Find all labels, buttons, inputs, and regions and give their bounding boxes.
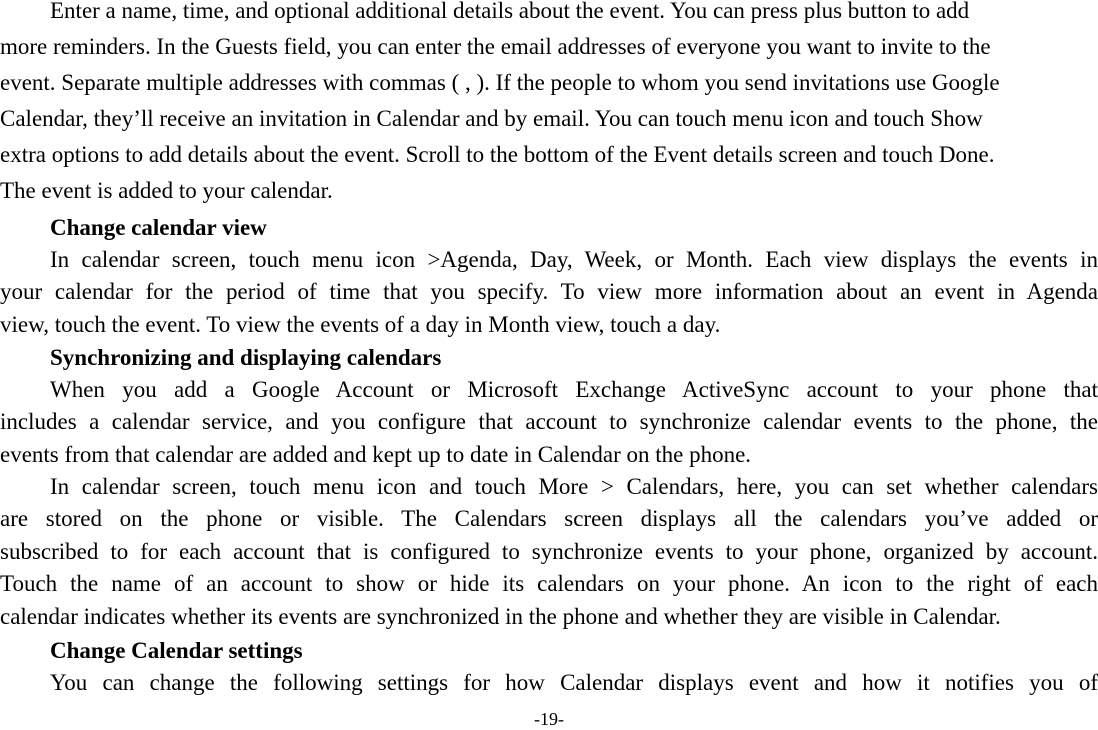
text-line: includes a calendar service, and you configure that account to synchronize calendar events to the phone, the (0, 409, 1098, 435)
text-line: In calendar screen, touch menu icon and touch More > Calendars, here, you can set whether calendars (50, 474, 1098, 499)
text-line: events from that calendar are added and kept up to date in Calendar on the phone. (0, 441, 752, 467)
heading-change-calendar-settings: Change Calendar settings (50, 638, 303, 663)
text-line: event. Separate multiple addresses with commas ( , ). If the people to whom you send invitations use Google (0, 70, 1000, 95)
text-line: view, touch the event. To view the events of a day in Month view, touch a day. (0, 311, 721, 337)
text-line: extra options to add details about the event. Scroll to the bottom of the Event details screen and touch Done. (0, 142, 995, 167)
paragraph-sync-accounts (0, 374, 1098, 471)
heading-change-calendar-view: Change calendar view (50, 215, 267, 240)
text-line: Calendar, they’ll receive an invitation in Calendar and by email. You can touch menu icon and touch Show (0, 106, 983, 131)
paragraph-calendar-settings (0, 667, 1098, 699)
paragraph-calendars-screen (0, 471, 1098, 633)
text-line: calendar indicates whether its events are synchronized in the phone and whether they are visible in Calendar. (0, 603, 1001, 629)
page-number: -19- (534, 709, 564, 729)
paragraph-event-details (0, 0, 1098, 209)
text-line: You can change the following settings for how Calendar displays event and how it notifies you of (50, 670, 1098, 695)
text-line: are stored on the phone or visible. The Calendars screen displays all the calendars you’ve added or (0, 506, 1098, 532)
text-line: When you add a Google Account or Microsoft Exchange ActiveSync account to your phone that (50, 377, 1098, 402)
text-line: In calendar screen, touch menu icon >Agenda, Day, Week, or Month. Each view displays the events in (50, 247, 1098, 272)
text-line: subscribed to for each account that is configured to synchronize events to your phone, organized by account. (0, 538, 1098, 564)
heading-synchronizing-calendars: Synchronizing and displaying calendars (50, 345, 442, 370)
text-line: your calendar for the period of time that you specify. To view more information about an event in Agenda (0, 279, 1098, 305)
text-line: more reminders. In the Guests field, you can enter the email addresses of everyone you want to invite to the (0, 34, 991, 59)
text-line: Touch the name of an account to show or hide its calendars on your phone. An icon to the right of each (0, 571, 1098, 597)
text-line: Enter a name, time, and optional additional details about the event. You can press plus button to add (50, 0, 970, 23)
paragraph-calendar-view (0, 244, 1098, 341)
text-line: The event is added to your calendar. (0, 178, 333, 203)
